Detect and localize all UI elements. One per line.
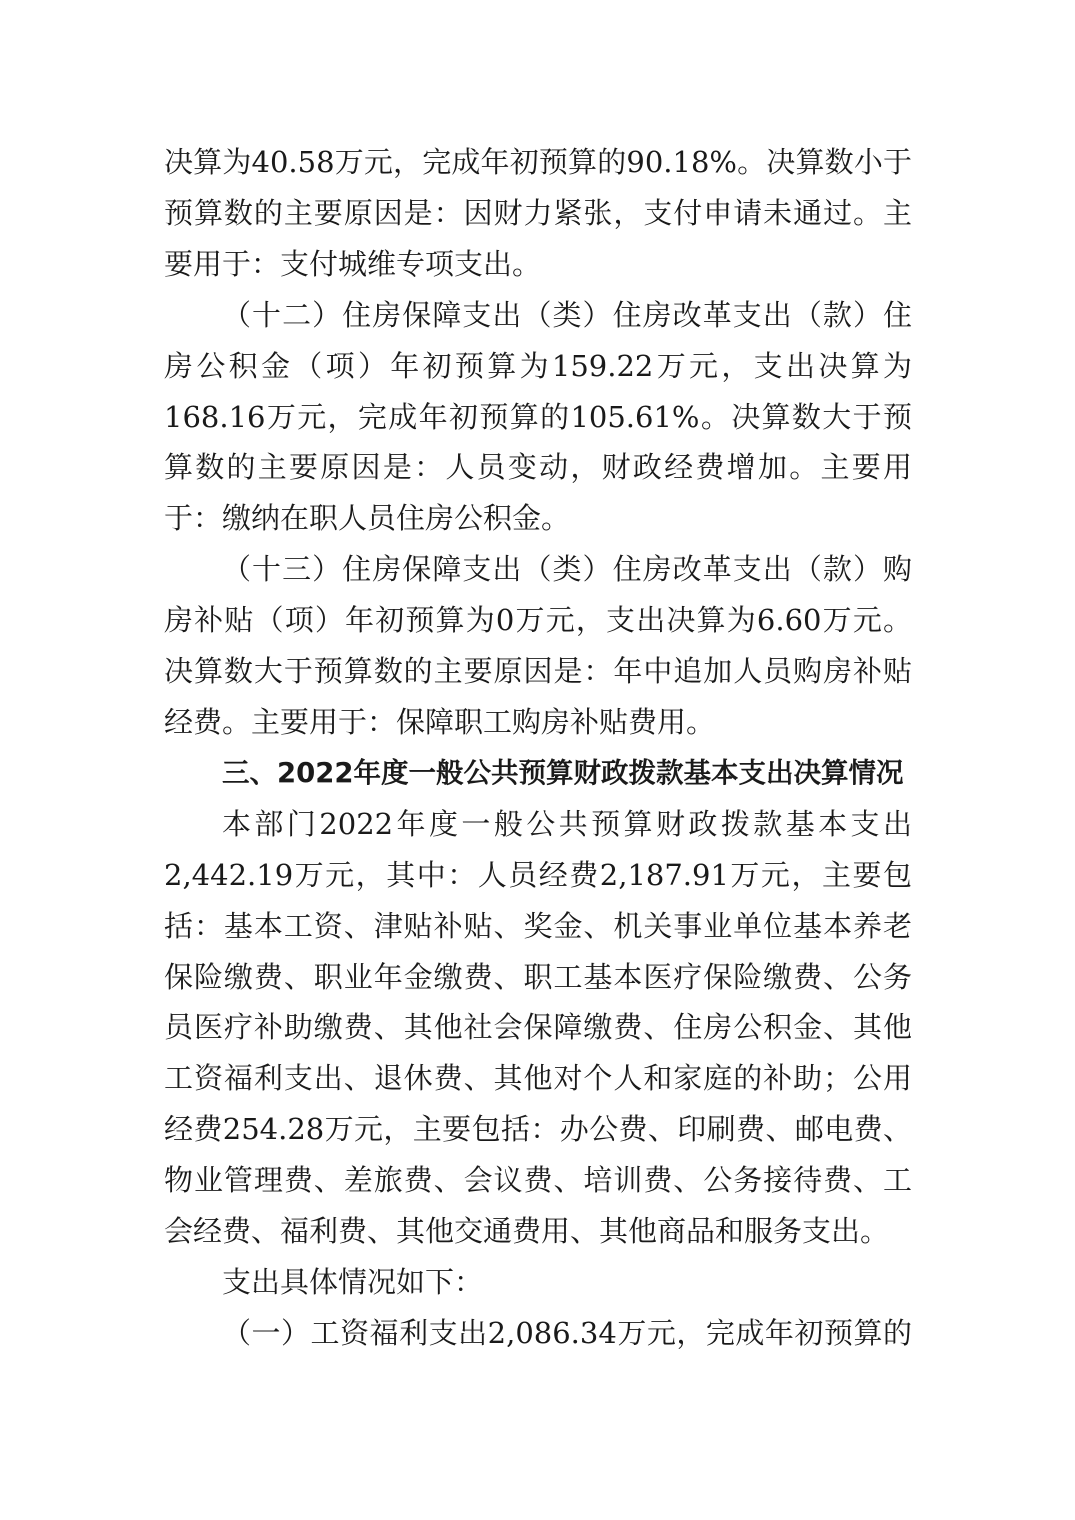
document-page [164,137,912,1359]
paragraph-item-13: （十三）住房保障支出（类）住房改革支出（款）购房补贴（项）年初预算为0万元，支出决算为6.60万元。决算数大于预算数的主要原因是：年中追加人员购房补贴经费。主要用于：保障职工购房补贴费用。 [164,552,912,739]
paragraph-basic-expenditure: 本部门2022年度一般公共预算财政拨款基本支出2,442.19万元，其中：人员经费2,187.91万元，主要包括：基本工资、津贴补贴、奖金、机关事业单位基本养老保险缴费、职业年金缴费、职工基本医疗保险缴费、公务员医疗补助缴费、其他社会保障缴费、住房公积金、其他工资福利支出、退休费、其他对个人和家庭的补助；公用经费254.28万元，主要包括：办公费、印刷费、邮电费、物业管理费、差旅费、会议费、培训费、公务接待费、工会经费、福利费、其他交通费用、其他商品和服务支出。 [164,806,912,1249]
section-heading: 三、2022年度一般公共预算财政拨款基本支出决算情况 [222,756,904,789]
paragraph-carryover: 决算为40.58万元，完成年初预算的90.18%。决算数小于预算数的主要原因是：因财力紧张，支付申请未通过。主要用于：支付城维专项支出。 [164,145,912,281]
paragraph-detail-intro: 支出具体情况如下： [222,1264,484,1299]
paragraph-item-1: （一）工资福利支出2,086.34万元，完成年初预算的 [222,1315,912,1350]
paragraph-item-12: （十二）住房保障支出（类）住房改革支出（款）住房公积金（项）年初预算为159.22万元，支出决算为168.16万元，完成年初预算的105.61%。决算数大于预算数的主要原因是：人员变动，财政经费增加。主要用于：缴纳在职人员住房公积金。 [164,297,912,536]
